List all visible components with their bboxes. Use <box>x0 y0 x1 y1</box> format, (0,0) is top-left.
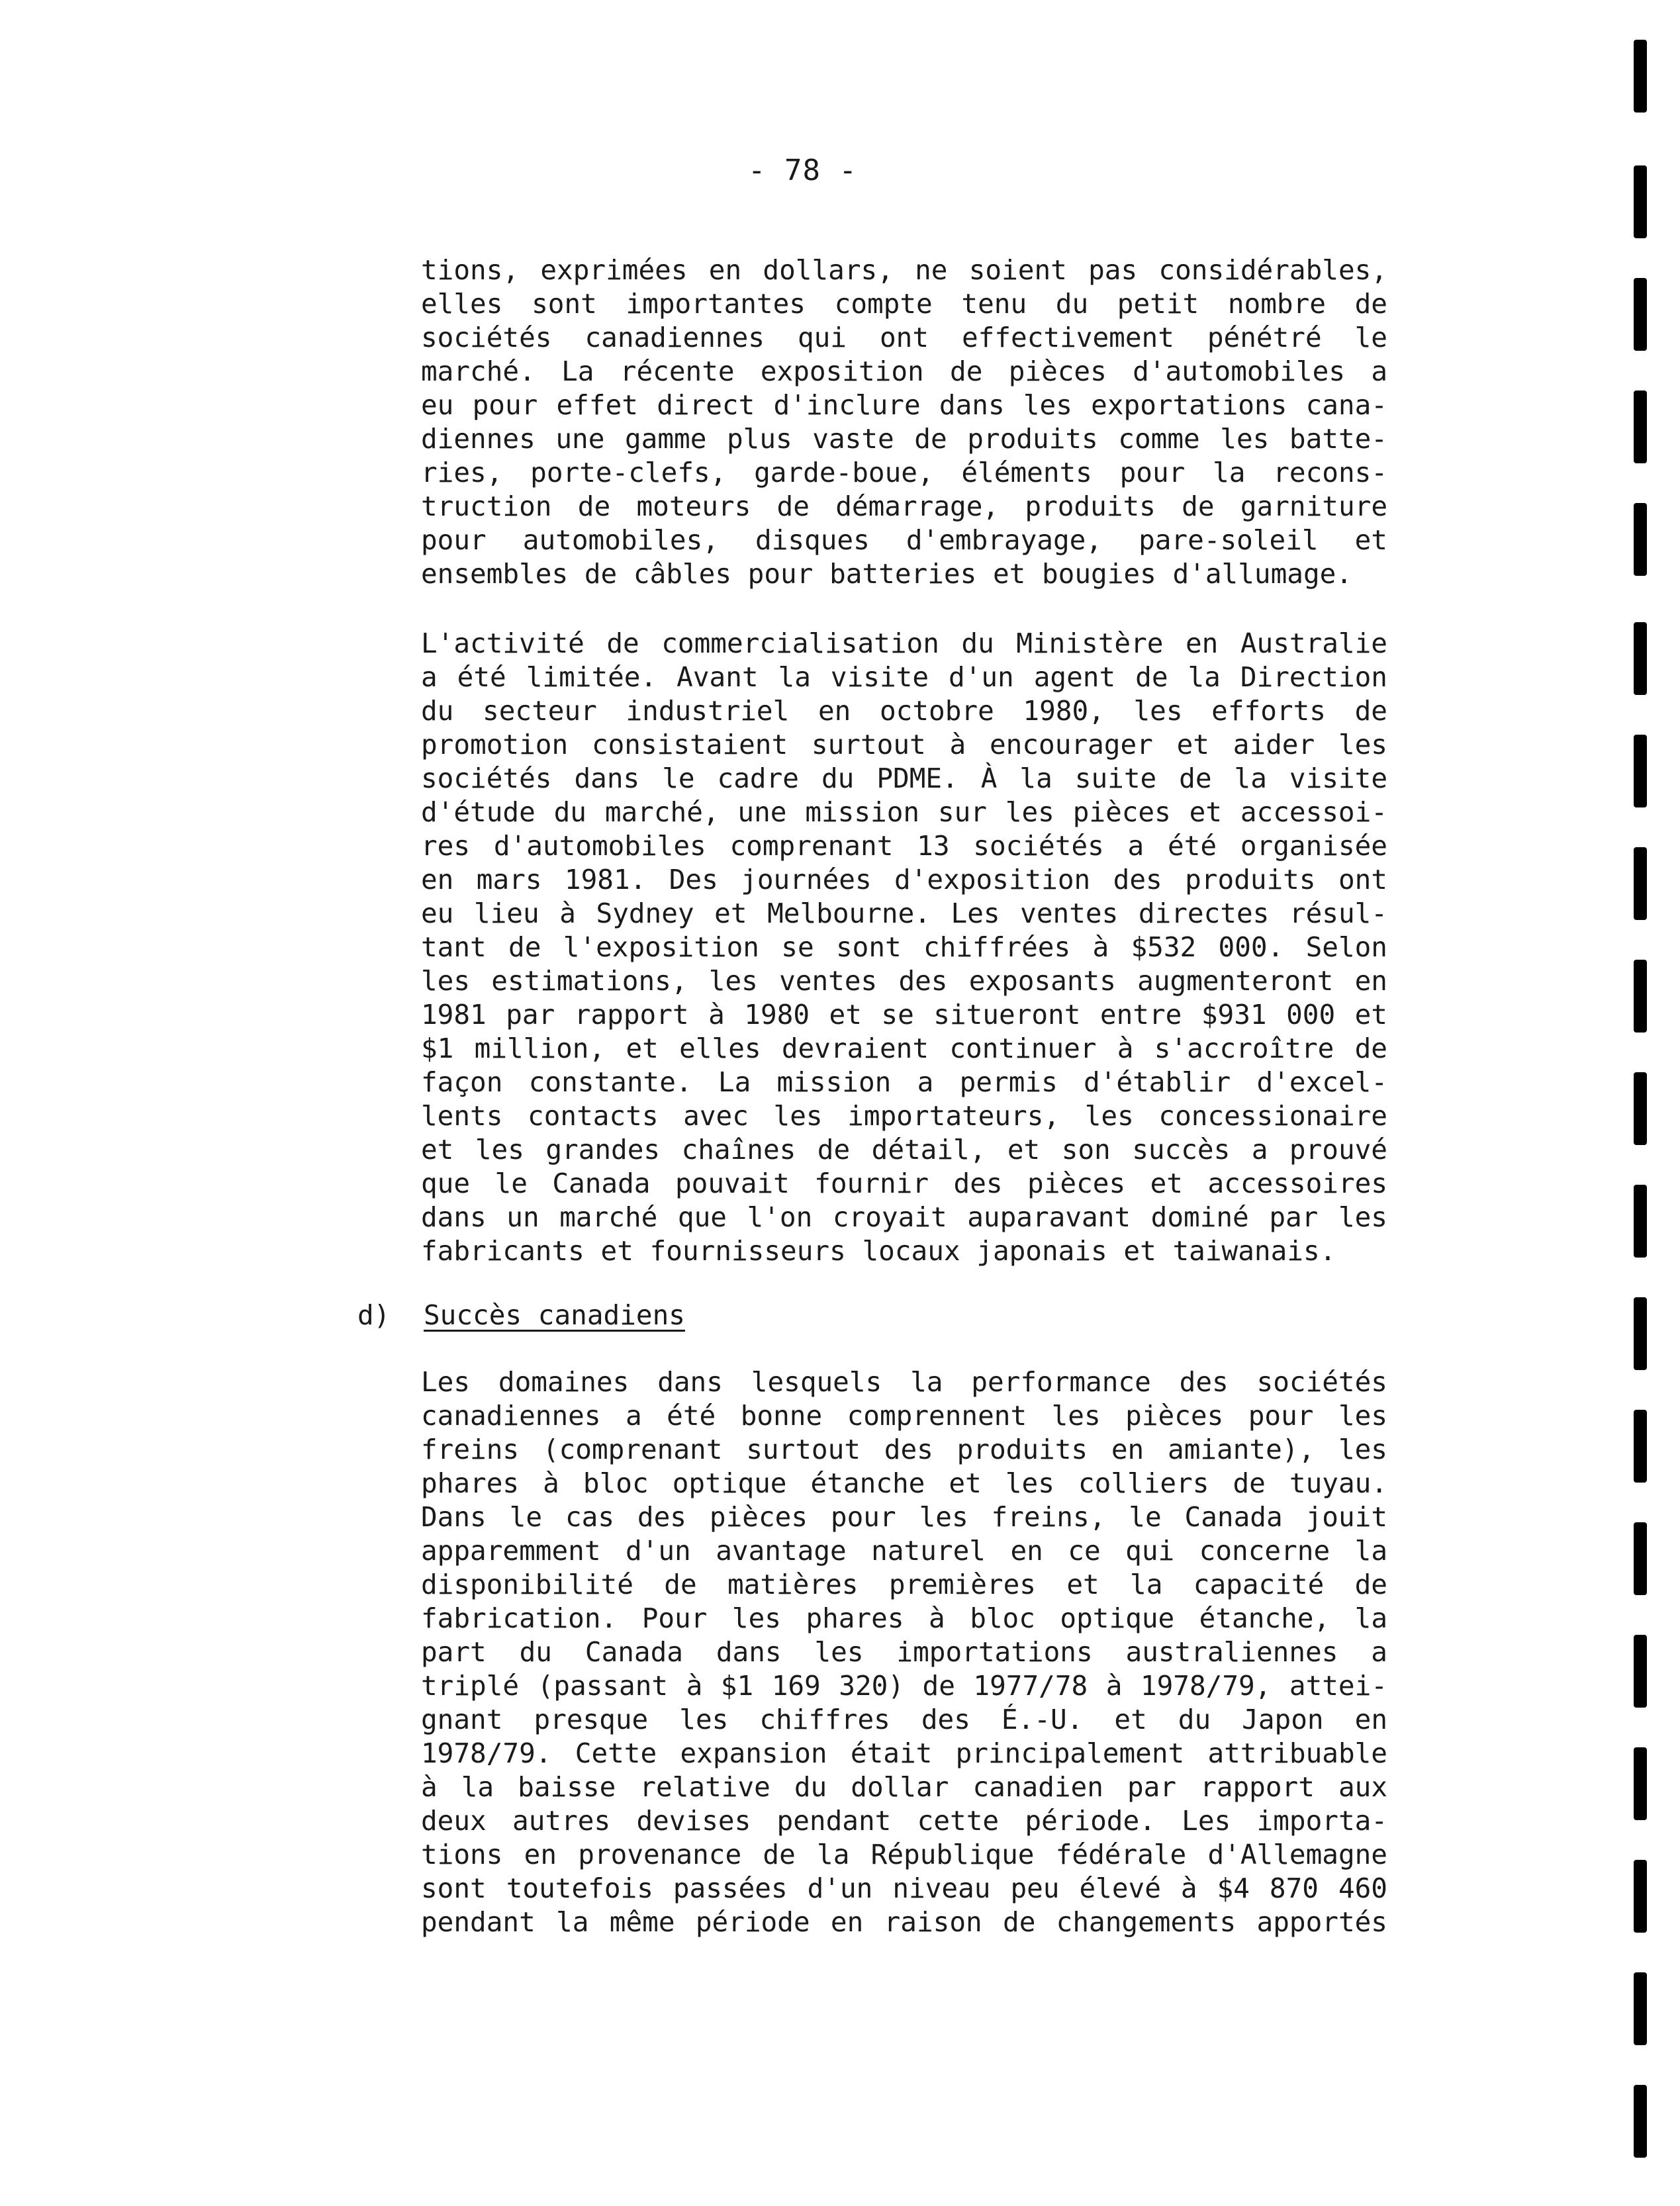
text-line: Dans le cas des pièces pour les freins, le Canada jouit <box>421 1501 1387 1533</box>
scan-mark <box>1634 1185 1647 1258</box>
page-number: - 78 - <box>748 154 857 187</box>
scan-mark <box>1634 503 1647 576</box>
scan-mark <box>1634 1072 1647 1145</box>
text-line: eu lieu à Sydney et Melbourne. Les ventes directes résul- <box>421 897 1387 929</box>
text-line: ensembles de câbles pour batteries et bougies d'allumage. <box>421 558 1352 590</box>
text-line: fabrication. Pour les phares à bloc optique étanche, la <box>421 1602 1387 1634</box>
text-line: d'étude du marché, une mission sur les pièces et accessoi- <box>421 796 1387 828</box>
scan-mark <box>1634 1297 1647 1370</box>
scan-mark <box>1634 165 1647 238</box>
text-line: sont toutefois passées d'un niveau peu élevé à $4 870 460 <box>421 1872 1387 1904</box>
text-line: res d'automobiles comprenant 13 sociétés a été organisée <box>421 830 1387 862</box>
text-line: diennes une gamme plus vaste de produits comme les batte- <box>421 423 1387 455</box>
text-line: lents contacts avec les importateurs, les concessionaire <box>421 1100 1387 1132</box>
text-line: tions en provenance de la République fédérale d'Allemagne <box>421 1839 1387 1870</box>
text-line: marché. La récente exposition de pièces d'automobiles a <box>421 355 1387 387</box>
scan-mark <box>1634 2085 1647 2158</box>
text-line: gnant presque les chiffres des É.-U. et du Japon en <box>421 1704 1387 1735</box>
text-line: façon constante. La mission a permis d'établir d'excel- <box>421 1066 1387 1098</box>
text-line: dans un marché que l'on croyait auparavant dominé par les <box>421 1201 1387 1233</box>
text-line: canadiennes a été bonne comprennent les pièces pour les <box>421 1400 1387 1432</box>
scan-mark <box>1634 1635 1647 1708</box>
text-line: tions, exprimées en dollars, ne soient pas considérables, <box>421 254 1387 286</box>
text-line: à la baisse relative du dollar canadien par rapport aux <box>421 1771 1387 1803</box>
text-line: deux autres devises pendant cette période. Les importa- <box>421 1805 1387 1837</box>
text-line: sociétés canadiennes qui ont effectivement pénétré le <box>421 322 1387 353</box>
scan-mark <box>1634 1747 1647 1820</box>
scan-mark <box>1634 735 1647 807</box>
text-line: disponibilité de matières premières et la capacité de <box>421 1569 1387 1600</box>
scan-mark <box>1634 1410 1647 1483</box>
text-line: phares à bloc optique étanche et les colliers de tuyau. <box>421 1467 1387 1499</box>
text-line: 1978/79. Cette expansion était principalement attribuable <box>421 1737 1387 1769</box>
scan-mark <box>1634 1860 1647 1933</box>
text-line: pendant la même période en raison de changements apportés <box>421 1906 1387 1938</box>
scan-mark <box>1634 960 1647 1033</box>
scan-mark <box>1634 847 1647 920</box>
scan-mark <box>1634 1972 1647 2045</box>
text-line: pour automobiles, disques d'embrayage, pare-soleil et <box>421 524 1387 556</box>
text-line: que le Canada pouvait fournir des pièces et accessoires <box>421 1168 1387 1199</box>
text-line: truction de moteurs de démarrage, produits de garniture <box>421 490 1387 522</box>
section-title: Succès canadiens <box>424 1299 685 1331</box>
scan-mark <box>1634 40 1647 113</box>
text-line: apparemment d'un avantage naturel en ce qui concerne la <box>421 1535 1387 1567</box>
text-line: elles sont importantes compte tenu du petit nombre de <box>421 288 1387 320</box>
section-marker: d) <box>357 1299 391 1331</box>
paragraph-3 <box>421 1365 1387 1939</box>
text-line: sociétés dans le cadre du PDME. À la suite de la visite <box>421 762 1387 794</box>
scan-mark <box>1634 391 1647 463</box>
scan-mark <box>1634 622 1647 695</box>
scan-mark <box>1634 278 1647 351</box>
text-line: triplé (passant à $1 169 320) de 1977/78 à 1978/79, attei- <box>421 1670 1387 1702</box>
text-line: 1981 par rapport à 1980 et se situeront entre $931 000 et <box>421 999 1387 1031</box>
scan-edge-marks <box>1628 0 1655 2206</box>
text-line: et les grandes chaînes de détail, et son succès a prouvé <box>421 1134 1387 1166</box>
scan-mark <box>1634 1522 1647 1595</box>
text-line: $1 million, et elles devraient continuer à s'accroître de <box>421 1033 1387 1064</box>
text-line: tant de l'exposition se sont chiffrées à $532 000. Selon <box>421 931 1387 963</box>
paragraph-1 <box>421 253 1387 591</box>
text-line: du secteur industriel en octobre 1980, les efforts de <box>421 695 1387 727</box>
text-line: a été limitée. Avant la visite d'un agent de la Direction <box>421 661 1387 693</box>
text-line: L'activité de commercialisation du Ministère en Australie <box>421 627 1387 659</box>
text-line: promotion consistaient surtout à encourager et aider les <box>421 729 1387 760</box>
text-line: freins (comprenant surtout des produits en amiante), les <box>421 1434 1387 1465</box>
text-line: eu pour effet direct d'inclure dans les exportations cana- <box>421 389 1387 421</box>
text-line: Les domaines dans lesquels la performance des sociétés <box>421 1366 1387 1398</box>
text-line: les estimations, les ventes des exposants augmenteront en <box>421 965 1387 997</box>
text-line: en mars 1981. Des journées d'exposition des produits ont <box>421 864 1387 896</box>
text-line: part du Canada dans les importations australiennes a <box>421 1636 1387 1668</box>
paragraph-2 <box>421 627 1387 1268</box>
text-line: ries, porte-clefs, garde-boue, éléments pour la recons- <box>421 457 1387 488</box>
text-line: fabricants et fournisseurs locaux japonais et taiwanais. <box>421 1235 1336 1267</box>
